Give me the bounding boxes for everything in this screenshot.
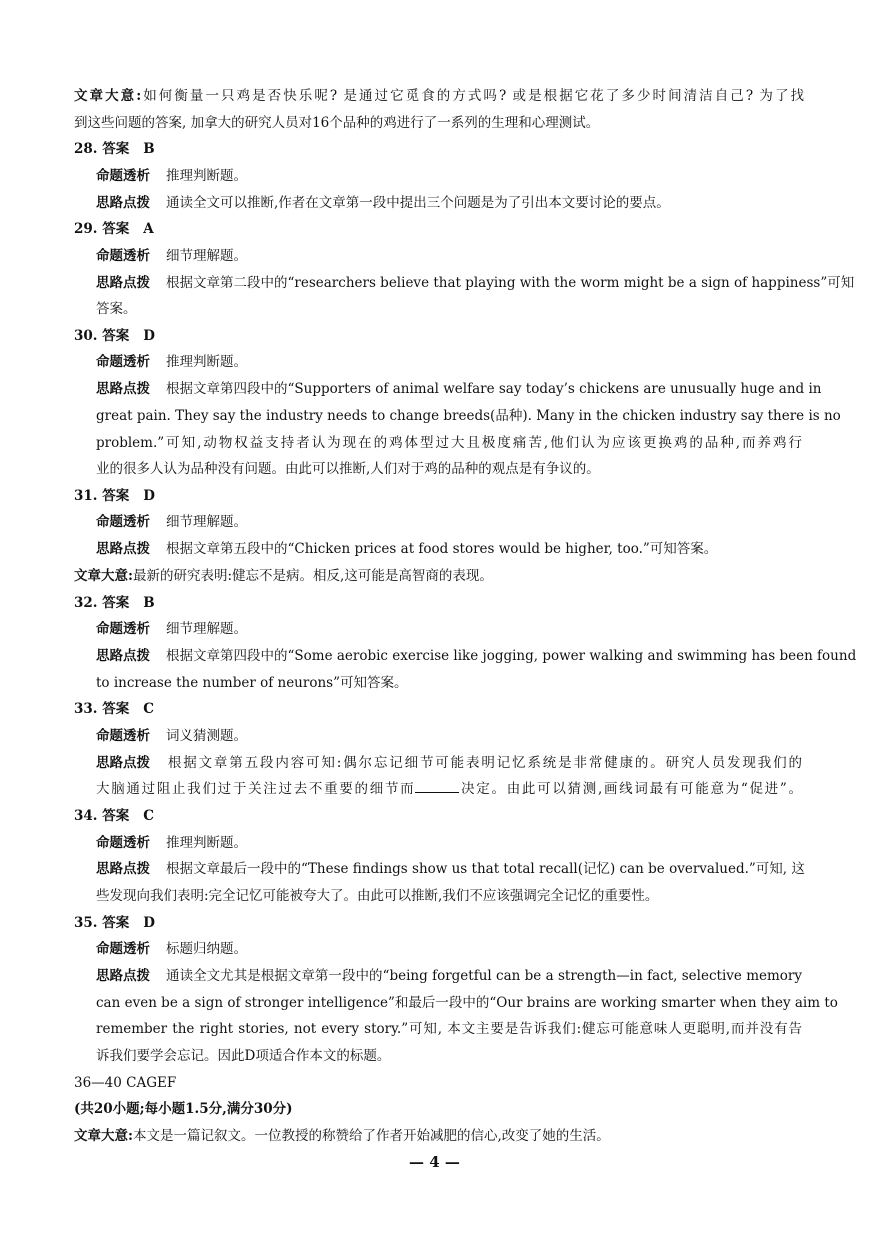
silu-line-29-cont: 答案。 [96,301,137,317]
silu-line-33-cont: 大脑通过阻止我们过于关注过去不重要的细节而 决定。由此可以猜测,画线词最有可能意为“促进”。 [96,781,802,797]
silu-line-30: 思路点拨 根据文章第四段中的“Supporters of animal welfare say today’s chickens are unusually huge and in [96,381,822,397]
summary-line [74,87,804,105]
answer-value: A [143,221,154,237]
answer-value: B [143,141,155,157]
silu-line-34: 思路点拨 根据文章最后一段中的“These findings show us that total recall(记忆) can be overvalued.”可知, 这 [96,861,805,877]
answer-line-33: 33. 答案 C [74,701,154,717]
answer-line-31: 31. 答案 D [74,488,155,504]
summary-text: 本文是一篇记叙文。一位教授的称赞给了作者开始减肥的信心,改变了她的生活。 [132,1128,610,1144]
mingti-line-32: 命题透析 细节理解题。 [96,621,247,637]
silu-line-29: 思路点拨 根据文章第二段中的“researchers believe that playing with the worm might be a sign of happiness”可知 [96,275,855,291]
silu-line-28: 思路点拨 通读全文可以推断,作者在文章第一段中提出三个问题是为了引出本文要讨论的要点。 [96,195,670,211]
section-note: (共20小题;每小题1.5分,满分30分) [74,1101,293,1117]
answers-36-40: 36—40 CAGEF [74,1075,177,1091]
mingti-line-35: 命题透析 标题归纳题。 [96,941,247,957]
mingti-line-28: 命题透析 推理判断题。 [96,168,247,184]
answer-value: D [143,488,155,504]
silu-line-32-cont: to increase the number of neurons”可知答案。 [96,675,408,691]
silu-line-30-cont: 业的很多人认为品种没有问题。由此可以推断,人们对于鸡的品种的观点是有争议的。 [96,461,600,477]
silu-line-35: 思路点拨 通读全文尤其是根据文章第一段中的“being forgetful can be a strength—in fact, selective memory [96,968,802,984]
answer-value: C [143,701,154,717]
summary-line [74,567,804,585]
answer-value: D [143,915,155,931]
mingti-line-29: 命题透析 细节理解题。 [96,248,247,264]
silu-line-30-cont: great pain. They say the industry needs to change breeds(品种). Many in the chicken industry say there is no [96,408,841,424]
silu-line-34-cont: 些发现向我们表明:完全记忆可能被夸大了。由此可以推断,我们不应该强调完全记忆的重要性。 [96,888,659,904]
answer-value: C [143,808,154,824]
answer-value: D [143,328,155,344]
answer-line-35: 35. 答案 D [74,915,155,931]
summary-label: 文章大意: [74,88,142,104]
answer-line-30: 30. 答案 D [74,328,155,344]
page-number: — 4 — [409,1153,460,1171]
silu-line-35-cont: 诉我们要学会忘记。因此D项适合作本文的标题。 [96,1048,391,1064]
summary-label: 文章大意: [74,568,133,584]
answer-line-34: 34. 答案 C [74,808,154,824]
summary-text: 最新的研究表明:健忘不是病。相反,这可能是高智商的表现。 [132,568,493,584]
summary-text: 如何衡量一只鸡是否快乐呢? 是通过它觅食的方式吗? 或是根据它花了多少时间清洁自己? 为了找 [141,88,805,104]
summary-line [74,114,804,132]
answer-line-28: 28. 答案 B [74,141,155,157]
answer-line-32: 32. 答案 B [74,595,155,611]
silu-line-31: 思路点拨 根据文章第五段中的“Chicken prices at food stores would be higher, too.”可知答案。 [96,541,718,557]
silu-line-30-cont: problem.”可知,动物权益支持者认为现在的鸡体型过大且极度痛苦,他们认为应该更换鸡的品种,而养鸡行 [96,435,802,451]
answer-value: B [143,595,155,611]
silu-line-32: 思路点拨 根据文章第四段中的“Some aerobic exercise like jogging, power walking and swimming has been found [96,648,857,664]
fill-in-blank [415,780,459,793]
mingti-line-31: 命题透析 细节理解题。 [96,514,247,530]
silu-line-35-cont: remember the right stories, not every story.”可知, 本文主要是告诉我们:健忘可能意味人更聪明,而并没有告 [96,1021,802,1037]
mingti-line-34: 命题透析 推理判断题。 [96,835,247,851]
summary-label: 文章大意: [74,1128,133,1144]
silu-line-35-cont: can even be a sign of stronger intelligence”和最后一段中的“Our brains are working smarter when they aim to [96,995,838,1011]
summary-line [74,1127,804,1145]
mingti-line-33: 命题透析 词义猜测题。 [96,728,247,744]
answer-line-29: 29. 答案 A [74,221,154,237]
summary-text: 到这些问题的答案, 加拿大的研究人员对16个品种的鸡进行了一系列的生理和心理测试。 [74,115,600,131]
mingti-line-30: 命题透析 推理判断题。 [96,354,247,370]
silu-line-33: 思路点拨 根据文章第五段内容可知:偶尔忘记细节可能表明记忆系统是非常健康的。研究人员发现我们的 [96,755,802,771]
